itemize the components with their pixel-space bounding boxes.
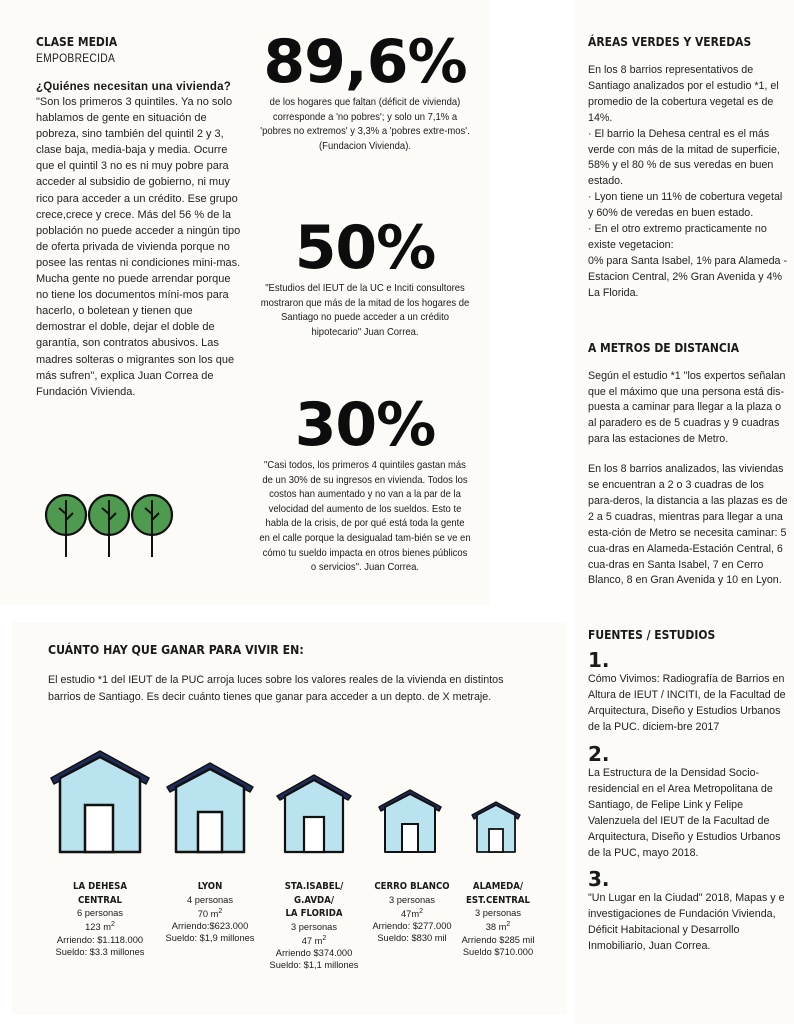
source-text: La Estructura de la Densidad Socio-residencial en el Area Metropolitana de Santiago, de Felipe Link y Felipe Valenzuela del IEUT de la Facultad de Arquitectura, Diseño y Estudios Urbanos de la PUC, mayo 2018. — [588, 767, 781, 859]
source-text: "Un Lugar en la Ciudad" 2018, Mapas y e investigaciones de Fundación Vivienda, Déficit Habitacional y Desarrollo Inmobiliario, Juan Correa. — [588, 892, 785, 953]
house-salary: Sueldo: $1,1 millones — [269, 960, 359, 971]
left-body-text: "Son los primeros 3 quintiles. Ya no solo hablamos de gente en situación de pobreza, sino también del quintil 2 y 3, clase baja, media-baja y media. Ocurre que el quintil 3 no es ni muy pobre para acceder al subsidio de gobierno, ni muy rico para acceder a un crédito. Ese grupo crece,crece y crece. Más del 56 % de la población no puede acceder a ningún tipo de oferta privada de vivienda porque no posee las rentas ni condiciones mini-mas. Mucha gente no puede arrendar porque no tiene los documentos míni-mos para hacerlo, o boletean y tienen que demostrar el doble, dejar el doble de garantía, son contratos abusivos. Las madres solteras o migrantes son los que más sufren", explica Juan Correa de Fundación Vivienda. — [36, 96, 241, 398]
source-number: 1. — [588, 648, 610, 673]
section-subtitle: EMPOBRECIDA — [36, 51, 116, 65]
house-rent: Arriendo: $1.118.000 — [56, 934, 144, 945]
distance-p2: En los 8 barrios analizados, las viviendas se encuentran a 2 o 3 cuadras de los para-deros, la distancia a las plazas es de 2 a 5 cuadras, mientras para llegar a una esta-ción de Metro se necesita caminar: 5 cua-dras en Alameda-Estación Central, 6 cua-dras en Santa Isabel, 7 en Cerro Blanco, 8 en Gran Avenida y 10 en Lyon. — [588, 463, 788, 587]
stat-value: 30% — [294, 390, 436, 460]
bottom-title: CUÁNTO HAY QUE GANAR PARA VIVIR EN: — [48, 642, 304, 657]
house-area: 47 $m^2$ — [301, 934, 327, 946]
section-title: CLASE MEDIA — [36, 34, 118, 49]
stat-text: "Estudios del IEUT de la UC e Inciti consultores mostraron que más de la mitad de los hogares de Santiago no puede acceder a un crédito hipotecario" Juan Correa. — [260, 283, 470, 338]
tree-icon — [89, 495, 129, 557]
house-area: 70 $m^2$ — [197, 907, 223, 919]
house-name: EST.CENTRAL — [466, 894, 530, 906]
source-text: Cómo Vivimos: Radiografía de Barrios en Altura de IEUT / INCITI, de la Facultad de Arquitectura, Diseño y Estudios Urbanos de la PUC. diciem-bre 2017 — [588, 673, 786, 734]
sources-title: FUENTES / ESTUDIOS — [588, 627, 716, 643]
house-area: $47m^2$ — [401, 907, 423, 919]
house-area: 123 $m^2$ — [85, 921, 115, 933]
house-icon — [165, 760, 255, 854]
house-icon — [470, 799, 522, 854]
stat-block — [250, 390, 480, 576]
stat-value: 89,6% — [263, 27, 467, 97]
areas-p1: En los 8 barrios representativos de Santiago analizados por el estudio *1, el promedio de la cobertura vegetal es de 14%. — [588, 64, 779, 124]
tree-icon — [132, 495, 172, 557]
house-info — [260, 880, 368, 972]
house-rent: Arriendo $374.000 — [275, 948, 353, 959]
house-name: LA FLORIDA — [285, 908, 343, 919]
house-persons: 6 personas — [77, 908, 123, 918]
house-name: LYON — [197, 881, 223, 892]
house-name: LA DEHESA — [72, 881, 128, 892]
left-column — [36, 34, 241, 400]
house-name: CENTRAL — [77, 894, 122, 906]
stat-value: 50% — [294, 213, 436, 283]
source-item — [588, 648, 788, 736]
house-rent: Arriendo $285 mil — [461, 934, 535, 945]
house-name: CERRO BLANCO — [374, 881, 450, 892]
house-persons: 3 personas — [389, 894, 435, 905]
stat-block — [250, 27, 480, 154]
distance-title: A METROS DE DISTANCIA — [588, 339, 740, 355]
house-info — [40, 880, 160, 958]
source-item — [588, 867, 788, 955]
house-icon — [275, 772, 353, 854]
house-salary: Sueldo: $1,9 millones — [165, 933, 255, 944]
areas-p5: 0% para Santa Isabel, 1% para Alameda - Estacion Central, 2% Gran Avenida y 4% La Florida. — [588, 254, 788, 299]
source-item — [588, 742, 788, 861]
house-name: G.AVDA/ — [294, 894, 334, 906]
house-salary: Sueldo: $3.3 millones — [55, 946, 145, 957]
house-salary: Sueldo: $830 mil — [377, 933, 447, 944]
question-heading: ¿Quiénes necesitan una vivienda? — [36, 81, 231, 93]
areas-p3: · Lyon tiene un 11% de cobertura vegetal y 60% de veredas en buen estado. — [588, 191, 783, 220]
stat-text: "Casi todos, los primeros 4 quintiles gastan más de un 30% de su ingresos en vivienda. Todos los costos han aumentado y no van a la par de la velocidad del aumento de los sueldos. Esto te habla de la crisis, de por qué está toda la gente en el calle porque la desigualad tam-bién se ve en cómo tu sueldo impacta en otros bienes públicos o servicios". Juan Correa. — [259, 460, 471, 574]
tree-icon — [46, 495, 86, 557]
house-rent: Arriendo: $277.000 — [372, 921, 452, 932]
house-name: STA.ISABEL/ — [284, 881, 344, 892]
house-persons: 3 personas — [291, 921, 337, 932]
source-number: 3. — [588, 867, 610, 892]
house-icon — [48, 748, 152, 854]
right-column — [588, 34, 788, 955]
house-salary: Sueldo $710.000 — [462, 946, 534, 957]
house-info — [458, 880, 538, 958]
areas-p2: · El barrio la Dehesa central es el más verde con más de la mitad de superficie, 58% y el 80 % de sus veredas en buen estado. — [588, 127, 780, 188]
areas-verdes-title: ÁREAS VERDES Y VEREDAS — [588, 34, 752, 49]
house-icon — [377, 787, 443, 854]
house-name: ALAMEDA/ — [472, 881, 524, 892]
house-info — [364, 880, 460, 945]
bottom-intro: El estudio *1 del IEUT de la PUC arroja luces sobre los valores reales de la vivienda en distintos barrios de Santiago. Es decir cuánto tienes que ganar para acceder a un depto. de X metraje. — [48, 674, 504, 703]
areas-p4: · En el otro extremo practicamente no existe vegetacion: — [588, 223, 767, 251]
stat-text: de los hogares que faltan (déficit de vivienda) corresponde a 'no pobres'; y solo un 7,1% a 'pobres no extremos' y 3,3% a 'pobres extre-mos'. (Fundacion Vivienda). — [260, 97, 470, 152]
house-rent: Arriendo:$623.000 — [171, 921, 249, 932]
trees-illustration — [44, 492, 174, 565]
distance-p1: Según el estudio *1 "los expertos señalan que el máximo que una persona está dis-puesta a caminar para llegar a la plaza o al paradero es de 5 cuadras y 9 cuadras para las estaciones de Metro. — [588, 369, 786, 446]
house-info — [155, 880, 265, 945]
house-persons: 3 personas — [475, 908, 521, 918]
source-number: 2. — [588, 742, 610, 766]
house-area: 38 $m^2$ — [485, 921, 511, 933]
stat-block — [250, 213, 480, 340]
house-persons: 4 personas — [187, 894, 233, 905]
